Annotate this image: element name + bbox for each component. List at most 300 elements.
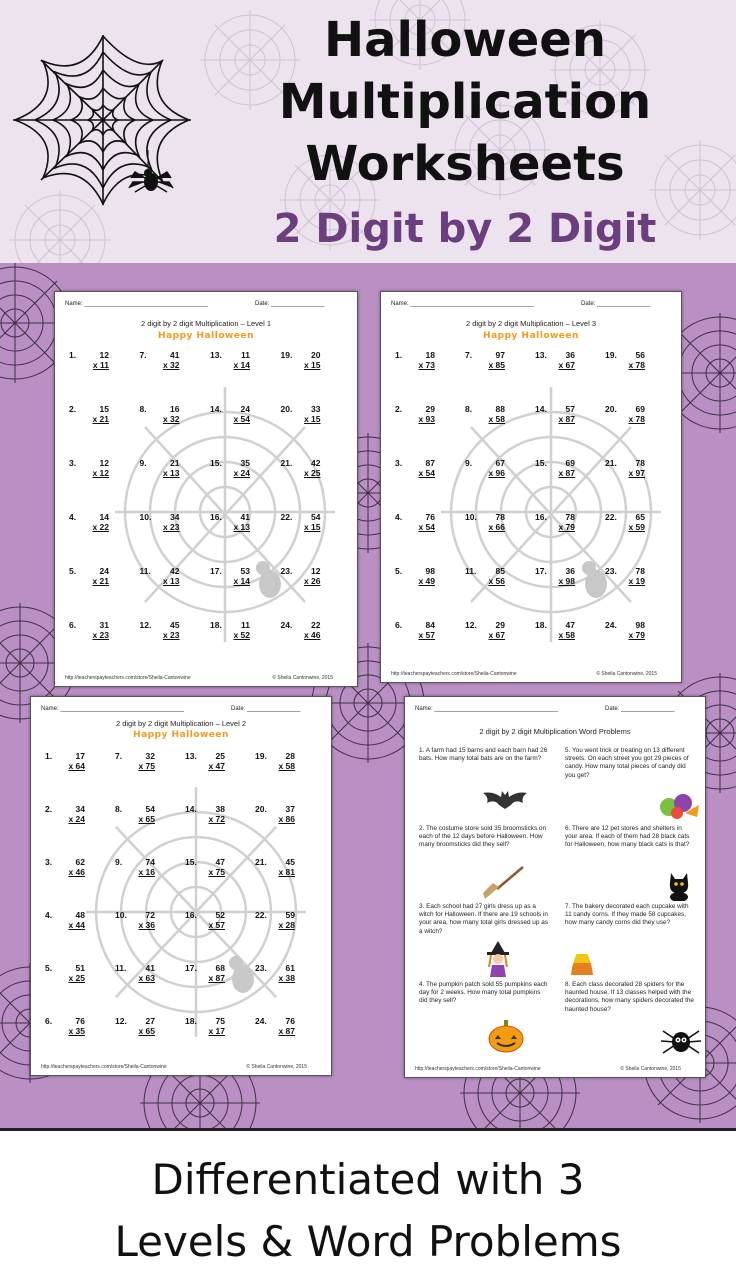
multiplicand: 97 bbox=[495, 350, 505, 360]
problem-number: 4. bbox=[395, 512, 403, 522]
multiplicand: 36 bbox=[565, 350, 575, 360]
problem bbox=[533, 620, 603, 674]
problem-number: 6. bbox=[395, 620, 403, 630]
date-label: Date: bbox=[255, 301, 270, 307]
multiplicand: 68 bbox=[215, 963, 225, 973]
multiplicand: 76 bbox=[75, 1016, 85, 1026]
problem bbox=[279, 620, 350, 674]
problem-number: 19. bbox=[280, 350, 293, 360]
problem bbox=[67, 350, 138, 404]
word-problem-text: 4. The pumpkin patch sold 55 pumpkins each day for 2 weeks. How many total pumpkins did they sell? bbox=[419, 981, 548, 1005]
multiplier: x 78 bbox=[628, 414, 645, 424]
problem bbox=[138, 620, 209, 674]
problem bbox=[208, 404, 279, 458]
problem-number: 2. bbox=[45, 804, 53, 814]
problem-number: 17. bbox=[535, 566, 547, 576]
multiplicand: 54 bbox=[145, 804, 155, 814]
multiplier: x 75 bbox=[208, 867, 225, 877]
multiplier: x 65 bbox=[138, 814, 155, 824]
multiplier: x 75 bbox=[138, 761, 155, 771]
problem bbox=[463, 350, 533, 404]
multiplicand: 98 bbox=[425, 566, 435, 576]
multiplicand: 72 bbox=[145, 910, 155, 920]
problem-number: 17. bbox=[210, 566, 222, 576]
problem-number: 1. bbox=[45, 751, 53, 761]
problem-number: 13. bbox=[185, 751, 197, 761]
multiplier: x 47 bbox=[208, 761, 225, 771]
problem-number: 10. bbox=[465, 512, 477, 522]
multiplier: x 46 bbox=[68, 867, 85, 877]
problem bbox=[463, 620, 533, 674]
multiplier: x 12 bbox=[92, 468, 109, 478]
footer-url: http://teacherspayteachers.com/store/Sheila-Cantonwine bbox=[65, 675, 191, 681]
multiplicand: 22 bbox=[311, 620, 321, 630]
worksheet-level-1 bbox=[54, 291, 358, 687]
word-problem-text: 6. There are 12 pet stores and shelters in your area. If each of them had 28 black cats for Halloween, how many black cats is that? bbox=[565, 825, 690, 849]
problem-number: 12. bbox=[465, 620, 477, 630]
problem-number: 22. bbox=[605, 512, 617, 522]
footer-copyright: © Sheila Cantonwine, 2015 bbox=[596, 671, 657, 677]
problem bbox=[533, 458, 603, 512]
problem bbox=[67, 458, 138, 512]
multiplicand: 27 bbox=[145, 1016, 155, 1026]
date-label: Date: bbox=[605, 706, 620, 712]
problem-number: 6. bbox=[45, 1016, 53, 1026]
problem-number: 7. bbox=[139, 350, 147, 360]
word-problem-text: 8. Each class decorated 28 spiders for the haunted house. If 13 classes helped with the decorations, how many spiders decorated the haunted house? bbox=[565, 981, 694, 1013]
problem-number: 1. bbox=[395, 350, 403, 360]
problem bbox=[183, 751, 253, 804]
name-label: Name: bbox=[391, 301, 409, 307]
multiplier: x 85 bbox=[488, 360, 505, 370]
problem-number: 13. bbox=[535, 350, 547, 360]
name-label: Name: bbox=[415, 706, 433, 712]
problem-number: 8. bbox=[115, 804, 123, 814]
candy-icon bbox=[657, 791, 701, 821]
multiplicand: 76 bbox=[425, 512, 435, 522]
problem bbox=[279, 350, 350, 404]
multiplier: x 59 bbox=[628, 522, 645, 532]
title-line-3: Worksheets bbox=[305, 136, 625, 192]
problem bbox=[279, 566, 350, 620]
problem-number: 2. bbox=[69, 404, 77, 414]
multiplier: x 63 bbox=[138, 973, 155, 983]
problem bbox=[253, 910, 323, 963]
multiplier: x 26 bbox=[303, 576, 321, 586]
multiplier: x 23 bbox=[162, 630, 180, 640]
word-problem bbox=[565, 903, 695, 981]
multiplicand: 37 bbox=[285, 804, 295, 814]
problem bbox=[138, 566, 209, 620]
problem-number: 5. bbox=[45, 963, 53, 973]
problem-number: 1. bbox=[69, 350, 77, 360]
multiplier: x 58 bbox=[488, 414, 505, 424]
multiplier: x 15 bbox=[303, 414, 321, 424]
multiplier: x 38 bbox=[278, 973, 295, 983]
problem-number: 5. bbox=[395, 566, 403, 576]
sheet-footer bbox=[391, 671, 671, 677]
problem bbox=[603, 620, 673, 674]
multiplicand: 41 bbox=[170, 350, 180, 360]
problem bbox=[463, 512, 533, 566]
sheet-footer bbox=[65, 675, 347, 681]
problem-number: 24. bbox=[255, 1016, 267, 1026]
multiplier: x 81 bbox=[278, 867, 295, 877]
bat-icon bbox=[481, 789, 529, 813]
multiplier: x 58 bbox=[278, 761, 295, 771]
multiplicand: 78 bbox=[635, 566, 645, 576]
problem bbox=[67, 566, 138, 620]
multiplicand: 11 bbox=[241, 620, 250, 630]
multiplier: x 13 bbox=[162, 468, 180, 478]
multiplier: x 72 bbox=[208, 814, 225, 824]
problem bbox=[279, 458, 350, 512]
problem-grid bbox=[43, 751, 323, 1069]
sheet-subheading: Happy Halloween bbox=[133, 730, 229, 740]
multiplicand: 74 bbox=[145, 857, 155, 867]
multiplicand: 42 bbox=[311, 458, 321, 468]
multiplicand: 29 bbox=[495, 620, 505, 630]
multiplicand: 36 bbox=[565, 566, 575, 576]
sheet-header: Name: _____________________________________ Date: ________________ bbox=[415, 706, 675, 712]
multiplicand: 53 bbox=[240, 566, 250, 576]
multiplicand: 45 bbox=[170, 620, 180, 630]
multiplicand: 24 bbox=[99, 566, 109, 576]
multiplier: x 32 bbox=[162, 360, 180, 370]
sheet-header: Name: _____________________________________ Date: ________________ bbox=[65, 301, 325, 307]
multiplier: x 93 bbox=[418, 414, 435, 424]
multiplier: x 21 bbox=[92, 576, 109, 586]
problem bbox=[43, 910, 113, 963]
multiplicand: 61 bbox=[285, 963, 295, 973]
multiplier: x 35 bbox=[68, 1026, 85, 1036]
problem-number: 21. bbox=[255, 857, 267, 867]
problem bbox=[208, 512, 279, 566]
problem bbox=[253, 857, 323, 910]
multiplier: x 52 bbox=[233, 630, 250, 640]
problem bbox=[183, 1016, 253, 1069]
multiplier: x 49 bbox=[418, 576, 435, 586]
footer-url: http://teacherspayteachers.com/store/Sheila-Cantonwine bbox=[415, 1066, 541, 1072]
problem-number: 12. bbox=[115, 1016, 127, 1026]
footer-line-2: Levels & Word Problems bbox=[114, 1217, 622, 1266]
multiplicand: 38 bbox=[215, 804, 225, 814]
problem bbox=[533, 350, 603, 404]
problem bbox=[208, 620, 279, 674]
problem-number: 21. bbox=[605, 458, 617, 468]
problem-number: 11. bbox=[139, 566, 151, 576]
multiplier: x 56 bbox=[488, 576, 505, 586]
problem-number: 23. bbox=[605, 566, 617, 576]
multiplicand: 20 bbox=[311, 350, 321, 360]
problem bbox=[183, 910, 253, 963]
problem bbox=[67, 512, 138, 566]
problem-number: 4. bbox=[45, 910, 53, 920]
problem bbox=[43, 963, 113, 1016]
problem-number: 6. bbox=[69, 620, 77, 630]
multiplicand: 47 bbox=[215, 857, 225, 867]
multiplier: x 54 bbox=[418, 522, 435, 532]
multiplicand: 48 bbox=[75, 910, 85, 920]
multiplicand: 78 bbox=[565, 512, 575, 522]
problem bbox=[43, 1016, 113, 1069]
problem-number: 14. bbox=[210, 404, 222, 414]
multiplier: x 36 bbox=[138, 920, 155, 930]
multiplicand: 75 bbox=[215, 1016, 225, 1026]
multiplier: x 11 bbox=[92, 360, 109, 370]
multiplicand: 88 bbox=[495, 404, 505, 414]
problem-number: 24. bbox=[605, 620, 617, 630]
spider-icon bbox=[659, 1025, 703, 1055]
multiplicand: 69 bbox=[635, 404, 645, 414]
candy-corn-icon bbox=[567, 943, 597, 979]
word-problem-text: 3. Each school had 27 girls dress up as a witch for Halloween. If there are 19 schools in your area, how many total girls dressed up as a witch? bbox=[419, 903, 548, 935]
multiplicand: 52 bbox=[215, 910, 225, 920]
multiplier: x 96 bbox=[488, 468, 505, 478]
sheet-title: 2 digit by 2 digit Multiplication Word Problems bbox=[479, 727, 631, 736]
multiplicand: 42 bbox=[170, 566, 180, 576]
multiplicand: 34 bbox=[170, 512, 180, 522]
problem bbox=[43, 751, 113, 804]
problem bbox=[279, 512, 350, 566]
word-problem-grid bbox=[419, 747, 695, 1059]
problem-number: 8. bbox=[139, 404, 147, 414]
problem bbox=[603, 458, 673, 512]
problem-number: 16. bbox=[210, 512, 222, 522]
problem bbox=[138, 350, 209, 404]
multiplier: x 64 bbox=[68, 761, 85, 771]
word-problem bbox=[419, 825, 549, 903]
multiplier: x 46 bbox=[303, 630, 321, 640]
witch-icon bbox=[485, 941, 511, 981]
footer-url: http://teacherspayteachers.com/store/Sheila-Cantonwine bbox=[41, 1064, 167, 1070]
multiplier: x 87 bbox=[208, 973, 225, 983]
multiplicand: 29 bbox=[425, 404, 435, 414]
worksheet-level-2 bbox=[30, 696, 332, 1076]
word-problem bbox=[419, 981, 549, 1059]
multiplicand: 98 bbox=[635, 620, 645, 630]
problem-number: 12. bbox=[139, 620, 152, 630]
problem bbox=[393, 620, 463, 674]
problem-number: 4. bbox=[69, 512, 77, 522]
problem-number: 9. bbox=[465, 458, 473, 468]
multiplier: x 13 bbox=[233, 522, 250, 532]
word-problem bbox=[419, 903, 549, 981]
name-label: Name: bbox=[65, 301, 83, 307]
multiplicand: 41 bbox=[145, 963, 155, 973]
multiplier: x 16 bbox=[138, 867, 155, 877]
problem-number: 3. bbox=[45, 857, 53, 867]
problem-number: 18. bbox=[185, 1016, 197, 1026]
problem-number: 23. bbox=[255, 963, 267, 973]
sheet-header: Name: _____________________________________ Date: ________________ bbox=[41, 706, 301, 712]
multiplicand: 32 bbox=[145, 751, 155, 761]
problem bbox=[208, 566, 279, 620]
multiplier: x 23 bbox=[162, 522, 180, 532]
footer-copyright: © Sheila Cantonwine, 2015 bbox=[246, 1064, 307, 1070]
problem bbox=[463, 404, 533, 458]
problem-number: 11. bbox=[465, 566, 477, 576]
multiplicand: 85 bbox=[495, 566, 505, 576]
problem bbox=[253, 1016, 323, 1069]
problem bbox=[138, 512, 209, 566]
problem-grid bbox=[67, 350, 349, 674]
multiplicand: 47 bbox=[565, 620, 575, 630]
multiplier: x 67 bbox=[488, 630, 505, 640]
problem-number: 21. bbox=[280, 458, 293, 468]
problem bbox=[603, 512, 673, 566]
problem bbox=[393, 512, 463, 566]
multiplicand: 33 bbox=[311, 404, 321, 414]
problem bbox=[138, 458, 209, 512]
multiplier: x 87 bbox=[558, 414, 575, 424]
problem-number: 7. bbox=[115, 751, 123, 761]
header-banner bbox=[0, 0, 736, 263]
sheet-footer bbox=[415, 1066, 695, 1072]
problem-number: 15. bbox=[535, 458, 547, 468]
word-problem bbox=[565, 981, 695, 1059]
multiplier: x 19 bbox=[628, 576, 645, 586]
multiplicand: 57 bbox=[565, 404, 575, 414]
multiplier: x 54 bbox=[418, 468, 435, 478]
worksheet-preview-area bbox=[0, 263, 736, 1128]
problem bbox=[183, 857, 253, 910]
black-cat-icon bbox=[665, 869, 695, 901]
broomstick-icon bbox=[481, 865, 525, 901]
problem bbox=[279, 404, 350, 458]
date-label: Date: bbox=[231, 706, 246, 712]
multiplicand: 45 bbox=[285, 857, 295, 867]
sheet-subheading: Happy Halloween bbox=[483, 331, 579, 341]
problem-number: 22. bbox=[255, 910, 267, 920]
problem bbox=[393, 350, 463, 404]
multiplicand: 69 bbox=[565, 458, 575, 468]
multiplier: x 58 bbox=[558, 630, 575, 640]
problem bbox=[533, 404, 603, 458]
multiplicand: 51 bbox=[75, 963, 85, 973]
spider-web-illustration bbox=[8, 30, 198, 210]
multiplicand: 28 bbox=[285, 751, 295, 761]
problem-number: 11. bbox=[115, 963, 127, 973]
problem-number: 20. bbox=[605, 404, 617, 414]
footer-banner bbox=[0, 1128, 736, 1288]
problem bbox=[533, 566, 603, 620]
problem bbox=[67, 404, 138, 458]
problem-number: 2. bbox=[395, 404, 403, 414]
problem-number: 15. bbox=[210, 458, 222, 468]
multiplicand: 17 bbox=[75, 751, 85, 761]
multiplier: x 66 bbox=[488, 522, 505, 532]
spider-icon bbox=[129, 169, 173, 192]
multiplier: x 44 bbox=[68, 920, 85, 930]
multiplier: x 57 bbox=[418, 630, 435, 640]
footer-copyright: © Sheila Cantonwine, 2015 bbox=[620, 1066, 681, 1072]
multiplicand: 67 bbox=[495, 458, 505, 468]
multiplicand: 16 bbox=[170, 404, 180, 414]
multiplicand: 59 bbox=[285, 910, 295, 920]
multiplier: x 32 bbox=[162, 414, 180, 424]
multiplier: x 21 bbox=[92, 414, 109, 424]
sheet-header: Name: _____________________________________ Date: ________________ bbox=[391, 301, 651, 307]
problem bbox=[113, 751, 183, 804]
word-problem bbox=[419, 747, 549, 825]
problem-number: 10. bbox=[139, 512, 152, 522]
name-line: _____________________________________ bbox=[434, 706, 558, 712]
problem bbox=[138, 404, 209, 458]
problem-number: 5. bbox=[69, 566, 77, 576]
multiplier: x 25 bbox=[68, 973, 85, 983]
problem bbox=[113, 857, 183, 910]
problem bbox=[67, 620, 138, 674]
multiplier: x 28 bbox=[278, 920, 295, 930]
problem bbox=[393, 566, 463, 620]
multiplicand: 84 bbox=[425, 620, 435, 630]
problem bbox=[253, 963, 323, 1016]
problem-number: 22. bbox=[280, 512, 293, 522]
multiplicand: 87 bbox=[425, 458, 435, 468]
multiplicand: 12 bbox=[99, 458, 109, 468]
problem-number: 18. bbox=[535, 620, 547, 630]
multiplier: x 87 bbox=[278, 1026, 295, 1036]
multiplier: x 14 bbox=[233, 360, 250, 370]
title-line-1: Halloween bbox=[323, 12, 607, 68]
sheet-title: 2 digit by 2 digit Multiplication – Level 3 bbox=[465, 319, 597, 328]
problem bbox=[463, 566, 533, 620]
problem bbox=[43, 804, 113, 857]
problem-number: 9. bbox=[139, 458, 147, 468]
problem bbox=[253, 804, 323, 857]
name-line: _____________________________________ bbox=[410, 301, 534, 307]
multiplier: x 14 bbox=[233, 576, 250, 586]
word-problem bbox=[565, 747, 695, 825]
problem bbox=[113, 910, 183, 963]
multiplier: x 25 bbox=[303, 468, 321, 478]
multiplier: x 23 bbox=[92, 630, 109, 640]
footer-url: http://teacherspayteachers.com/store/Sheila-Cantonwine bbox=[391, 671, 517, 677]
word-problem-text: 2. The costume store sold 35 broomsticks on each of the 12 days before Halloween. How many broomsticks did they sell? bbox=[419, 825, 547, 849]
problem-number: 15. bbox=[185, 857, 197, 867]
problem-number: 9. bbox=[115, 857, 123, 867]
multiplicand: 18 bbox=[425, 350, 435, 360]
multiplicand: 78 bbox=[635, 458, 645, 468]
title-line-2: Multiplication bbox=[278, 74, 652, 130]
word-problem-text: 1. A farm had 15 barns and each barn had 26 bats. How many total bats are on the farm? bbox=[419, 747, 548, 763]
problem-number: 24. bbox=[280, 620, 293, 630]
problem bbox=[183, 963, 253, 1016]
problem bbox=[253, 751, 323, 804]
name-line: _____________________________________ bbox=[84, 301, 208, 307]
multiplicand: 41 bbox=[240, 512, 250, 522]
multiplier: x 17 bbox=[208, 1026, 225, 1036]
problem bbox=[113, 963, 183, 1016]
word-problem bbox=[565, 825, 695, 903]
multiplicand: 31 bbox=[99, 620, 109, 630]
multiplicand: 34 bbox=[75, 804, 85, 814]
multiplicand: 56 bbox=[635, 350, 645, 360]
problem-number: 19. bbox=[605, 350, 617, 360]
problem-number: 10. bbox=[115, 910, 127, 920]
problem-number: 20. bbox=[255, 804, 267, 814]
problem-number: 8. bbox=[465, 404, 473, 414]
multiplicand: 35 bbox=[240, 458, 250, 468]
multiplicand: 76 bbox=[285, 1016, 295, 1026]
multiplicand: 11 bbox=[241, 350, 250, 360]
multiplicand: 24 bbox=[240, 404, 250, 414]
multiplier: x 86 bbox=[278, 814, 295, 824]
problem bbox=[603, 404, 673, 458]
problem-number: 19. bbox=[255, 751, 267, 761]
name-label: Name: bbox=[41, 706, 59, 712]
